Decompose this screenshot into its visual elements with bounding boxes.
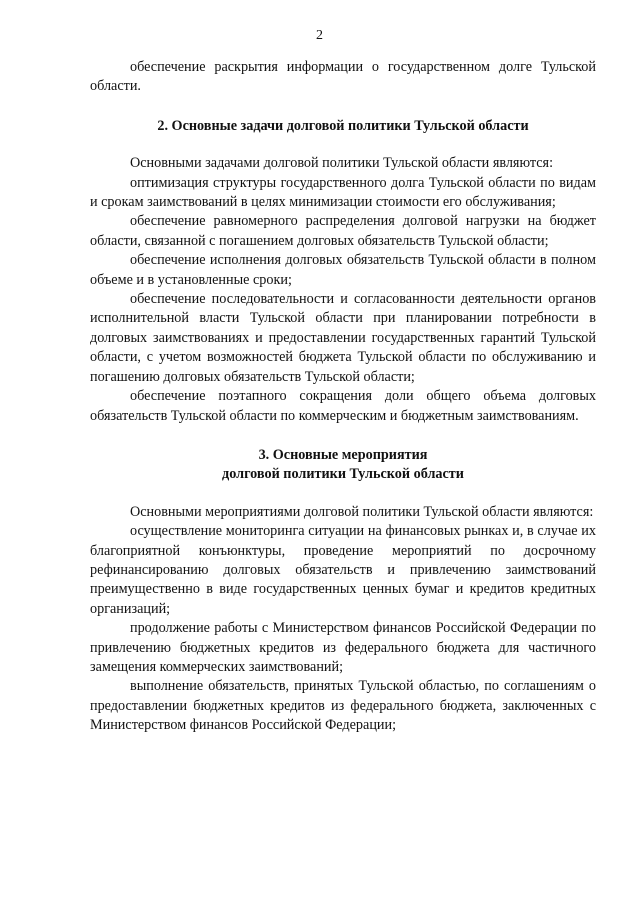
section-2-item: обеспечение равномерного распределения долговой нагрузки на бюджет области, связанной с погашением долговых обязательств Тульской области; [90,213,596,249]
page-number: 2 [316,28,323,43]
section-3-item: выполнение обязательств, принятых Тульской областью, по соглашениям о предоставлении бюджетных кредитов из федерального бюджета, заключенных с Министерством финансов Российской Федерации; [90,678,596,734]
section-3-lead: Основными мероприятиями долговой политики Тульской области являются: [130,503,594,520]
section-2-item: обеспечение исполнения долговых обязательств Тульской области в полном объеме и в установленные сроки; [90,252,596,288]
section-3-item: продолжение работы с Министерством финансов Российской Федерации по привлечению бюджетных кредитов из федерального бюджета для частичного замещения коммерческих заимствований; [90,620,596,675]
section-3-heading-line-1: 3. Основные мероприятия [258,446,428,463]
intro-paragraph: обеспечение раскрытия информации о государственном долге Тульской области. [90,59,596,95]
section-2-item: оптимизация структуры государственного долга Тульской области по видам и срокам заимствований в целях минимизации стоимости его обслуживания; [90,174,596,211]
section-2-heading: 2. Основные задачи долговой политики Тульской области [157,117,529,134]
section-2-lead: Основными задачами долговой политики Тульской области являются: [130,155,554,172]
section-3-item: осуществление мониторинга ситуации на финансовых рынках и, в случае их благоприятной конъюнктуры, проведение мероприятий по досрочному рефинансированию долговых обязательств и привлечению заимствований преимущественно в виде государственных ценных бумаг и кредитов кредитных организаций; [90,523,596,617]
section-3-heading-line-2: долговой политики Тульской области [222,466,464,483]
section-2-item: обеспечение последовательности и согласованности деятельности органов исполнительной власти Тульской области при планировании потребности в долговых заимствованиях и предоставлении государственных гарантий Тульской области, с учетом возможностей бюджета Тульской области по обслуживанию и погашению долговых обязательств Тульской области; [90,291,596,385]
section-2-item: обеспечение поэтапного сокращения доли общего объема долговых обязательств Тульской области по коммерческим и бюджетным заимствованиям. [90,388,596,424]
document-body [90,58,596,736]
